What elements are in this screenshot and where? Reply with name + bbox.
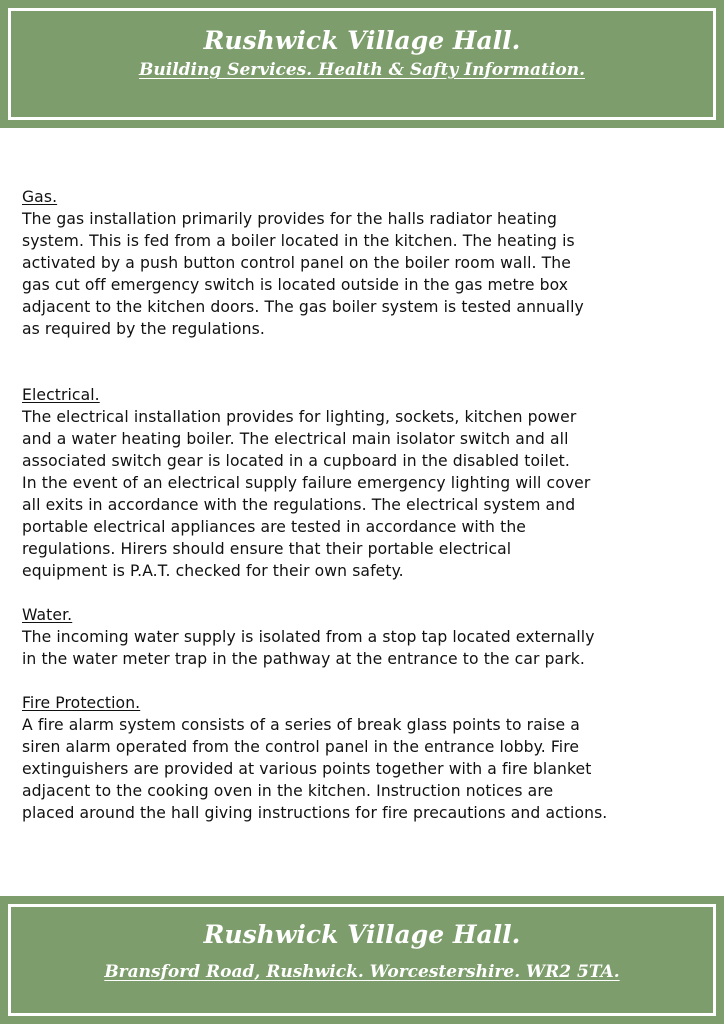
footer-banner: [0, 896, 724, 1024]
section-body-water: The incoming water supply is isolated from a stop tap located externally in the water meter trap in the pathway at the entrance to the car park.: [22, 628, 595, 668]
footer-address: Bransford Road, Rushwick. Worcestershire. WR2 5TA.: [104, 962, 620, 982]
section-heading-fire-protection: Fire Protection.: [22, 694, 141, 712]
footer-title: Rushwick Village Hall.: [203, 920, 521, 949]
section-electrical: [22, 384, 712, 582]
spacer: [22, 582, 712, 604]
section-gas: [22, 186, 712, 340]
section-fire-protection: [22, 692, 712, 824]
section-heading-gas: Gas.: [22, 188, 58, 206]
spacer: [22, 340, 712, 384]
header-banner: [0, 0, 724, 128]
section-water: [22, 604, 712, 670]
section-body-gas: The gas installation primarily provides for the halls radiator heating system. This is fed from a boiler located in the kitchen. The heating is activated by a push button control panel on the boiler room wall. The gas cut off emergency switch is located outside in the gas metre box adjacent to the kitchen doors. The gas boiler system is tested annually as required by the regulations.: [22, 210, 584, 338]
section-body-electrical: The electrical installation provides for lighting, sockets, kitchen power and a water heating boiler. The electrical main isolator switch and all associated switch gear is located in a cupboard in the disabled toilet. In the event of an electrical supply failure emergency lighting will cover all exits in accordance with the regulations. The electrical system and portable electrical appliances are tested in accordance with the regulations. Hirers should ensure that their portable electrical equipment is P.A.T. checked for their own safety.: [22, 408, 591, 580]
section-heading-electrical: Electrical.: [22, 386, 100, 404]
document-body: [22, 186, 712, 824]
section-body-fire-protection: A fire alarm system consists of a series of break glass points to raise a siren alarm operated from the control panel in the entrance lobby. Fire extinguishers are provided at various points together with a fire blanket adjacent to the cooking oven in the kitchen. Instruction notices are placed around the hall giving instructions for fire precautions and actions.: [22, 716, 608, 822]
section-heading-water: Water.: [22, 606, 73, 624]
header-title: Rushwick Village Hall.: [203, 26, 521, 55]
spacer: [22, 670, 712, 692]
header-subtitle: Building Services. Health & Safty Information.: [139, 60, 585, 80]
